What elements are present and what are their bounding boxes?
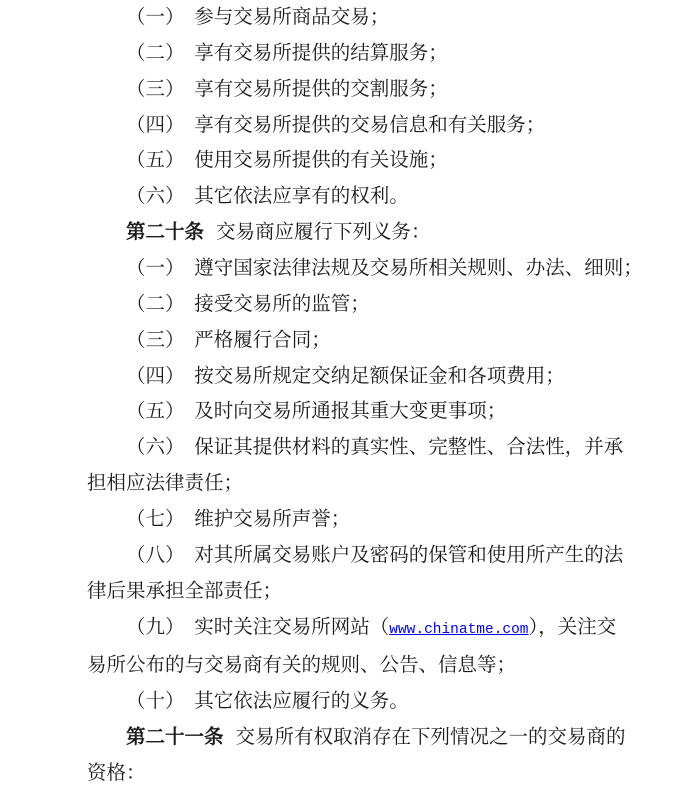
document-line — [87, 215, 610, 251]
document-line — [87, 394, 610, 430]
list-item-duty-3: （三） 严格履行合同； — [126, 329, 331, 351]
article-21-heading: 第二十一条 — [126, 727, 224, 749]
document-line — [87, 0, 610, 36]
document-body — [87, 0, 643, 792]
list-item-duty-9-line-1b: ），关注交 — [528, 616, 617, 638]
list-item-duty-1: （一） 遵守国家法律法规及交易所相关规则、办法、细则； — [126, 258, 643, 280]
document-line — [87, 720, 626, 756]
list-item-duty-4: （四） 按交易所规定交纳足额保证金和各项费用； — [126, 365, 565, 387]
document-line — [87, 574, 610, 610]
list-item-right-1: （一） 参与交易所商品交易； — [126, 7, 390, 28]
list-item-duty-2: （二） 接受交易所的监管； — [126, 293, 370, 315]
list-item-duty-8-line-1: （八） 对其所属交易账户及密码的保管和使用所产生的法 — [126, 544, 624, 566]
list-item-right-3: （三） 享有交易所提供的交割服务； — [126, 78, 448, 100]
list-item-right-4: （四） 享有交易所提供的交易信息和有关服务； — [126, 114, 546, 136]
document-line — [87, 72, 610, 108]
document-line — [87, 430, 624, 466]
list-item-right-6: （六） 其它依法应享有的权利。 — [126, 186, 409, 208]
list-item-duty-10: （十） 其它依法应履行的义务。 — [126, 691, 409, 713]
list-item-duty-9-line-2: 易所公布的与交易商有关的规则、公告、信息等； — [87, 655, 517, 677]
document-line — [87, 756, 610, 792]
document-line — [87, 36, 610, 72]
article-21-intro-line-2: 资格： — [87, 763, 146, 785]
list-item-duty-5: （五） 及时向交易所通报其重大变更事项； — [126, 401, 507, 423]
exchange-website-link[interactable]: www.chinatme.com — [389, 621, 529, 638]
list-item-duty-8-line-2: 律后果承担全部责任； — [87, 580, 283, 602]
list-item-right-5: （五） 使用交易所提供的有关设施； — [126, 150, 448, 172]
document-line — [87, 251, 643, 287]
document-line — [87, 502, 610, 538]
document-line — [87, 684, 610, 720]
article-20-heading: 第二十条 — [126, 222, 205, 244]
document-line — [87, 466, 610, 502]
list-item-right-2: （二） 享有交易所提供的结算服务； — [126, 42, 448, 64]
document-line — [87, 323, 610, 359]
document-line — [87, 648, 610, 684]
document-line — [87, 143, 610, 179]
document-line — [87, 538, 624, 574]
article-21-intro-line-1: 交易所有权取消存在下列情况之一的交易商的 — [235, 727, 626, 749]
document-line — [87, 287, 610, 323]
list-item-duty-6-line-2: 担相应法律责任； — [87, 473, 244, 495]
list-item-duty-9-line-1a: （九） 实时关注交易所网站（ — [126, 616, 390, 638]
document-line — [87, 359, 610, 395]
article-20-intro: 交易商应履行下列义务： — [216, 222, 431, 244]
list-item-duty-7: （七） 维护交易所声誉； — [126, 509, 351, 531]
list-item-duty-6-line-1: （六） 保证其提供材料的真实性、完整性、合法性，并承 — [126, 437, 624, 459]
document-line — [87, 179, 610, 215]
document-line — [87, 108, 610, 144]
document-line — [87, 610, 617, 649]
